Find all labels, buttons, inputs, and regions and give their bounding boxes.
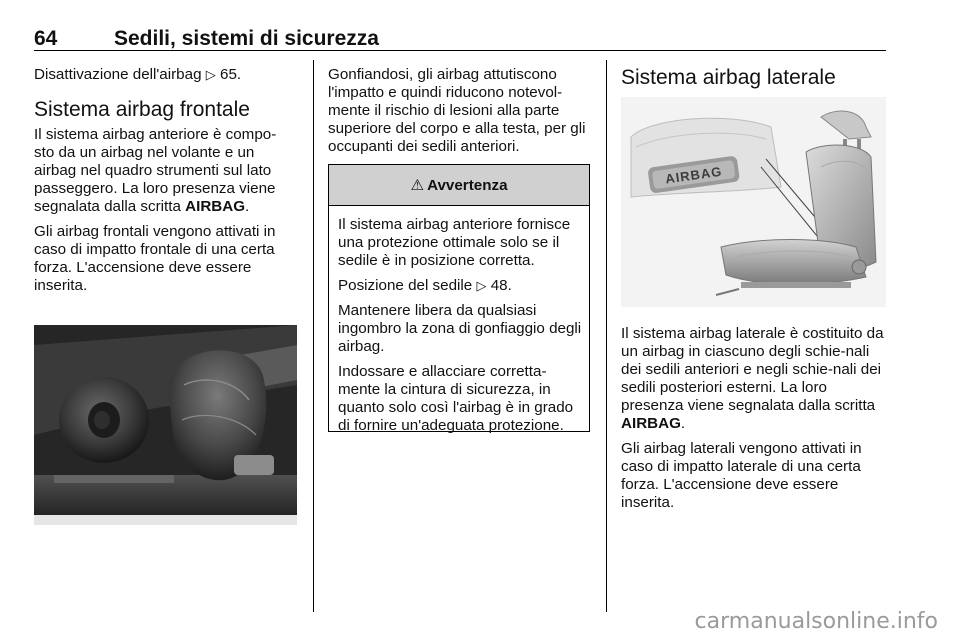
warning-body — [329, 206, 589, 435]
section-title: Sedili, sistemi di sicurezza — [114, 27, 379, 50]
middle-paragraph-1: Gonfiandosi, gli airbag attutiscono l'impatto e quindi riducono notevol-mente il rischio di lesioni alla parte superiore del corpo e alla testa, per gli occupanti dei sedili anteriori. — [328, 66, 586, 155]
side-airbag-paragraph-2: Gli airbag laterali vengono attivati in caso di impatto laterale di una certa forza. L'accensione deve essere inserita. — [621, 440, 862, 511]
front-airbag-paragraph-1: Il sistema airbag anteriore è compo-sto da un airbag nel volante e un airbag nel quadro strumenti sul lato passeggero. La loro presenza viene segnalata dalla scritta AIRBAG. — [34, 126, 277, 215]
warning-box — [328, 164, 590, 432]
page-number: 64 — [34, 27, 58, 50]
side-airbag-paragraph-1: Il sistema airbag laterale è costituito da un airbag in ciascuno degli schie-nali dei sedili anteriori e negli schie-nali dei sedili posteriori esterni. La loro presenza viene segnalata dalla scritta AIRBAG. — [621, 325, 884, 432]
page-reference-link[interactable]: 65. — [220, 66, 242, 83]
side-airbag-text — [621, 325, 886, 519]
warning-header — [329, 165, 589, 206]
watermark: carmanualsonline.info — [694, 609, 938, 634]
reference-arrow-icon: ▷ — [205, 67, 216, 82]
column-divider-left — [313, 60, 314, 612]
front-airbag-illustration — [34, 325, 297, 525]
right-column — [621, 66, 886, 90]
warning-paragraph-2: Posizione del sedile ▷ 48. — [338, 277, 512, 294]
reference-arrow-icon: ▷ — [476, 278, 487, 293]
column-divider-right — [606, 60, 607, 612]
page-reference-link[interactable]: 48. — [490, 277, 512, 294]
warning-paragraph-1: Il sistema airbag anteriore fornisce una protezione ottimale solo se il sedile è in posizione corretta. — [338, 216, 571, 269]
front-airbag-paragraph-2: Gli airbag frontali vengono attivati in caso di impatto frontale di una certa forza. L'accensione deve essere inserita. — [34, 223, 276, 294]
side-airbag-illustration — [621, 97, 886, 307]
deactivation-line: Disattivazione dell'airbag ▷ 65. — [34, 66, 242, 83]
header-rule — [34, 50, 886, 51]
page-header — [34, 25, 886, 51]
heading-front-airbag: Sistema airbag frontale — [34, 98, 250, 121]
airbag-seat-label: AIRBAG — [664, 163, 724, 187]
middle-column — [328, 66, 592, 163]
heading-side-airbag: Sistema airbag laterale — [621, 66, 836, 89]
warning-paragraph-4: Indossare e allacciare corretta-mente la cintura di sicurezza, in quanto solo così l'airbag è in grado di fornire un'adeguata protezione. — [338, 363, 574, 434]
warning-paragraph-3: Mantenere libera da qualsiasi ingombro la zona di gonfiaggio degli airbag. — [338, 302, 582, 355]
warning-triangle-icon: ⚠ — [410, 177, 425, 194]
warning-title: Avvertenza — [427, 176, 508, 194]
left-column — [34, 66, 296, 302]
